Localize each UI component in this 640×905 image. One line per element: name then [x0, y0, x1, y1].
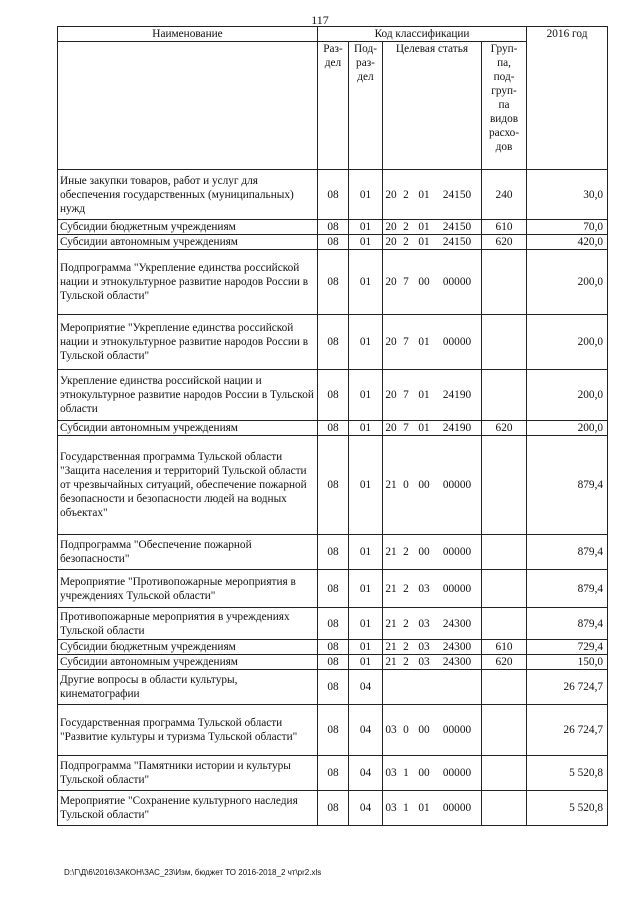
row-amount: 200,0	[527, 421, 608, 436]
row-group	[482, 608, 527, 640]
row-podrazdel: 04	[349, 791, 383, 826]
row-amount: 26 724,7	[527, 670, 608, 705]
row-razdel: 08	[318, 421, 349, 436]
row-amount: 150,0	[527, 655, 608, 670]
target-part-t3: 00	[418, 546, 430, 558]
row-target	[383, 640, 482, 655]
row-name: Мероприятие "Укрепление единства российской нации и этнокультурное развитие народов России в Тульской области"	[58, 315, 318, 370]
header-razdel: Раз- дел	[318, 42, 349, 170]
target-part-t3: 01	[418, 236, 430, 248]
row-razdel: 08	[318, 170, 349, 220]
row-name: Государственная программа Тульской области "Развитие культуры и туризма Тульской области"	[58, 705, 318, 756]
table-row	[58, 640, 608, 655]
row-target	[383, 235, 482, 250]
row-podrazdel: 04	[349, 756, 383, 791]
row-podrazdel: 01	[349, 655, 383, 670]
row-name: Иные закупки товаров, работ и услуг для обеспечения государственных (муниципальных) нужд	[58, 170, 318, 220]
row-target	[383, 655, 482, 670]
row-razdel: 08	[318, 436, 349, 535]
row-amount: 879,4	[527, 535, 608, 570]
row-group	[482, 756, 527, 791]
target-part-t1: 21	[385, 617, 397, 630]
target-part-t4: 00000	[442, 336, 472, 348]
target-part-t2: 2	[403, 641, 409, 653]
target-part-t3: 03	[418, 617, 430, 630]
target-part-t2: 2	[403, 546, 409, 558]
target-part-t1: 20	[385, 221, 397, 233]
row-amount: 70,0	[527, 220, 608, 235]
row-razdel: 08	[318, 235, 349, 250]
target-part-t1: 20	[385, 389, 397, 401]
target-part-t2: 7	[403, 336, 409, 348]
target-part-t2: 7	[403, 276, 409, 288]
target-part-t2: 2	[403, 236, 409, 248]
row-target	[383, 570, 482, 608]
target-part-t4: 24190	[442, 389, 472, 401]
row-amount: 30,0	[527, 170, 608, 220]
target-part-t3: 01	[418, 802, 430, 814]
table-row	[58, 421, 608, 436]
row-name: Мероприятие "Сохранение культурного наследия Тульской области"	[58, 791, 318, 826]
target-part-t4: 00000	[442, 767, 472, 779]
row-name: Подпрограмма "Памятники истории и культуры Тульской области"	[58, 756, 318, 791]
row-name: Субсидии автономным учреждениям	[58, 655, 318, 670]
target-part-t2: 2	[403, 221, 409, 233]
target-part-t1: 03	[385, 767, 397, 779]
row-razdel: 08	[318, 570, 349, 608]
header-group: Груп- па, под- груп- па видов расхо- дов	[482, 42, 527, 170]
row-podrazdel: 01	[349, 220, 383, 235]
target-part-t1: 21	[385, 656, 397, 668]
target-part-t4: 00000	[442, 582, 472, 595]
row-podrazdel: 01	[349, 370, 383, 421]
row-razdel: 08	[318, 370, 349, 421]
target-part-t4: 24300	[442, 656, 472, 668]
footer-file-path: D:\Г\Д\6\2016\ЗАКОН\ЗАС_23\Изм, бюджет ТО 2016-2018_2 чт\pr2.xls	[64, 868, 322, 877]
table-row	[58, 756, 608, 791]
target-part-t4: 00000	[442, 276, 472, 288]
target-part-t4: 00000	[442, 479, 472, 491]
target-part-t1: 20	[385, 236, 397, 248]
target-part-t4: 24190	[442, 422, 472, 434]
row-name: Другие вопросы в области культуры, кинематографии	[58, 670, 318, 705]
row-group	[482, 535, 527, 570]
row-target	[383, 421, 482, 436]
target-part-t4: 24300	[442, 617, 472, 630]
target-part-t3: 03	[418, 641, 430, 653]
row-podrazdel: 04	[349, 670, 383, 705]
table-body	[58, 170, 608, 826]
row-group: 610	[482, 640, 527, 655]
row-amount: 879,4	[527, 570, 608, 608]
table-row	[58, 235, 608, 250]
budget-table	[57, 26, 608, 826]
target-part-t1: 03	[385, 802, 397, 814]
row-group: 620	[482, 421, 527, 436]
row-razdel: 08	[318, 655, 349, 670]
row-target	[383, 608, 482, 640]
row-group	[482, 250, 527, 315]
target-part-t2: 2	[403, 582, 409, 595]
row-group: 240	[482, 170, 527, 220]
row-razdel: 08	[318, 535, 349, 570]
row-group	[482, 705, 527, 756]
row-razdel: 08	[318, 640, 349, 655]
row-podrazdel: 01	[349, 421, 383, 436]
target-part-t2: 2	[403, 656, 409, 668]
target-part-t1: 20	[385, 276, 397, 288]
header-name: Наименование	[58, 27, 318, 42]
row-podrazdel: 01	[349, 570, 383, 608]
target-part-t1: 20	[385, 336, 397, 348]
table-row	[58, 655, 608, 670]
target-part-t3: 01	[418, 389, 430, 401]
row-name: Субсидии автономным учреждениям	[58, 235, 318, 250]
target-part-t4: 24150	[442, 188, 472, 201]
row-name: Субсидии бюджетным учреждениям	[58, 220, 318, 235]
row-name: Укрепление единства российской нации и этнокультурное развитие народов России в Тульской области	[58, 370, 318, 421]
target-part-t4: 00000	[442, 546, 472, 558]
row-name: Подпрограмма "Укрепление единства российской нации и этнокультурное развитие народов России в Тульской области"	[58, 250, 318, 315]
row-name: Мероприятие "Противопожарные мероприятия в учреждениях Тульской области"	[58, 570, 318, 608]
table-row	[58, 791, 608, 826]
target-part-t3: 01	[418, 422, 430, 434]
target-part-t3: 00	[418, 724, 430, 736]
row-amount: 5 520,8	[527, 791, 608, 826]
target-part-t3: 01	[418, 336, 430, 348]
row-target	[383, 670, 482, 705]
table-row	[58, 670, 608, 705]
row-group: 610	[482, 220, 527, 235]
row-name: Подпрограмма "Обеспечение пожарной безопасности"	[58, 535, 318, 570]
table-row	[58, 535, 608, 570]
row-target	[383, 436, 482, 535]
row-amount: 729,4	[527, 640, 608, 655]
table-row	[58, 436, 608, 535]
row-razdel: 08	[318, 250, 349, 315]
row-name: Субсидии автономным учреждениям	[58, 421, 318, 436]
table-row	[58, 250, 608, 315]
target-part-t1: 21	[385, 582, 397, 595]
page-number: 117	[311, 13, 329, 27]
row-razdel: 08	[318, 220, 349, 235]
row-target	[383, 220, 482, 235]
row-group	[482, 370, 527, 421]
row-amount: 200,0	[527, 250, 608, 315]
row-podrazdel: 01	[349, 235, 383, 250]
row-name: Государственная программа Тульской области "Защита населения и территорий Тульской области от чрезвычайных ситуаций, обеспечение пожарной безопасности и безопасности людей на водных объектах"	[58, 436, 318, 535]
row-razdel: 08	[318, 315, 349, 370]
table-row	[58, 570, 608, 608]
row-podrazdel: 01	[349, 535, 383, 570]
target-part-t3: 00	[418, 479, 430, 491]
target-part-t2: 7	[403, 389, 409, 401]
target-part-t3: 03	[418, 582, 430, 595]
target-part-t3: 01	[418, 221, 430, 233]
row-podrazdel: 01	[349, 436, 383, 535]
target-part-t1: 20	[385, 422, 397, 434]
target-part-t2: 2	[403, 188, 409, 201]
row-podrazdel: 01	[349, 640, 383, 655]
row-amount: 200,0	[527, 315, 608, 370]
row-razdel: 08	[318, 756, 349, 791]
target-part-t3: 00	[418, 276, 430, 288]
target-part-t1: 21	[385, 641, 397, 653]
row-podrazdel: 01	[349, 250, 383, 315]
row-group	[482, 670, 527, 705]
target-part-t3: 03	[418, 656, 430, 668]
table-row	[58, 170, 608, 220]
row-amount: 5 520,8	[527, 756, 608, 791]
target-part-t4: 24150	[442, 221, 472, 233]
row-amount: 26 724,7	[527, 705, 608, 756]
target-part-t1: 21	[385, 546, 397, 558]
table-row	[58, 608, 608, 640]
header-code: Код классификации	[318, 27, 527, 42]
row-razdel: 08	[318, 791, 349, 826]
target-part-t4: 00000	[442, 802, 472, 814]
row-name: Субсидии бюджетным учреждениям	[58, 640, 318, 655]
row-amount: 879,4	[527, 608, 608, 640]
row-target	[383, 170, 482, 220]
target-part-t1: 21	[385, 479, 397, 491]
row-target	[383, 250, 482, 315]
row-podrazdel: 01	[349, 315, 383, 370]
header-year: 2016 год	[527, 27, 608, 170]
row-group	[482, 436, 527, 535]
row-podrazdel: 01	[349, 170, 383, 220]
target-part-t4: 24300	[442, 641, 472, 653]
row-target	[383, 756, 482, 791]
row-podrazdel: 04	[349, 705, 383, 756]
row-razdel: 08	[318, 608, 349, 640]
row-podrazdel: 01	[349, 608, 383, 640]
row-group	[482, 570, 527, 608]
target-part-t4: 00000	[442, 724, 472, 736]
table-row	[58, 220, 608, 235]
row-group: 620	[482, 655, 527, 670]
target-part-t1: 03	[385, 724, 397, 736]
row-amount: 420,0	[527, 235, 608, 250]
table-row	[58, 370, 608, 421]
row-target	[383, 370, 482, 421]
target-part-t2: 0	[403, 724, 409, 736]
row-amount: 200,0	[527, 370, 608, 421]
target-part-t4: 24150	[442, 236, 472, 248]
row-razdel: 08	[318, 705, 349, 756]
target-part-t1: 20	[385, 188, 397, 201]
row-target	[383, 535, 482, 570]
row-amount: 879,4	[527, 436, 608, 535]
row-razdel: 08	[318, 670, 349, 705]
target-part-t2: 0	[403, 479, 409, 491]
row-group	[482, 791, 527, 826]
row-target	[383, 315, 482, 370]
target-part-t2: 2	[403, 617, 409, 630]
row-group: 620	[482, 235, 527, 250]
target-part-t3: 00	[418, 767, 430, 779]
target-part-t2: 1	[403, 802, 409, 814]
header-podrazdel: Под- раз- дел	[349, 42, 383, 170]
row-group	[482, 315, 527, 370]
row-target	[383, 791, 482, 826]
header-target: Целевая статья	[383, 42, 482, 170]
row-target	[383, 705, 482, 756]
row-name: Противопожарные мероприятия в учреждениях Тульской области	[58, 608, 318, 640]
target-part-t2: 7	[403, 422, 409, 434]
table-row	[58, 705, 608, 756]
header-name-blank	[58, 42, 318, 170]
target-part-t2: 1	[403, 767, 409, 779]
target-part-t3: 01	[418, 188, 430, 201]
table-row	[58, 315, 608, 370]
